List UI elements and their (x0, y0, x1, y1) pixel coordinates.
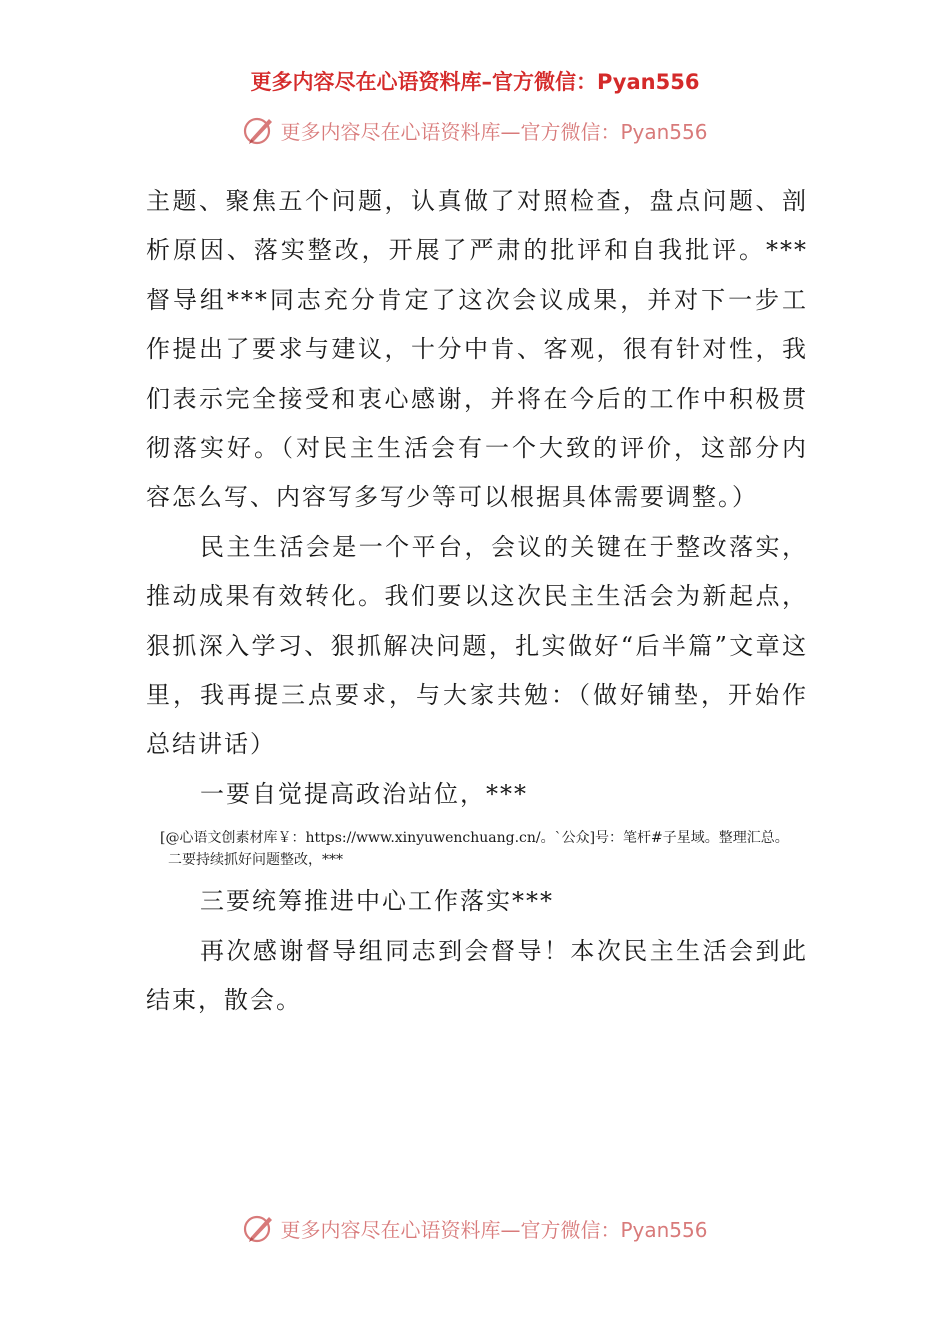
paragraph-1: 主题、聚焦五个问题，认真做了对照检查，盘点问题、剖析原因、落实整改，开展了严肃的批评和自我批评。***督导组***同志充分肯定了这次会议成果，并对下一步工作提出了要求与建议，十分中肯、客观，很有针对性，我们表示完全接受和衷心感谢，并将在今后的工作中积极贯彻落实好。（对民主生活会有一个大致的评价，这部分内容怎么写、内容写多写少等可以根据具体需要调整。） (146, 187, 808, 512)
source-note (146, 827, 808, 871)
closing-paragraph: 再次感谢督导组同志到会督导！本次民主生活会到此结束，散会。 (146, 936, 808, 1015)
footer-watermark-text: 更多内容尽在心语资料库—官方微信：Pyan556 (280, 1217, 708, 1242)
source-note-text: [@心语文创素材库￥：https://www.xinyuwenchuang.cn/。`公众]号：笔杆#子星域。整理汇总。 (160, 830, 789, 847)
paragraph-2: 民主生活会是一个平台，会议的关键在于整改落实，推动成果有效转化。我们要以这次民主生活会为新起点，狠抓深入学习、狠抓解决问题，扎实做好“后半篇”文章这里，我再提三点要求，与大家共勉：（做好铺垫，开始作总结讲话） (146, 532, 808, 759)
point-3: 三要统筹推进中心工作落实*** (200, 887, 554, 916)
point-1: 一要自觉提高政治站位，*** (200, 779, 528, 808)
footer-watermark (0, 1211, 950, 1245)
top-banner: 更多内容尽在心语资料库–官方微信：Pyan556 (250, 70, 700, 94)
pen-logo-icon (242, 113, 276, 147)
header-watermark-text: 更多内容尽在心语资料库—官方微信：Pyan556 (280, 119, 708, 144)
pen-logo-icon (242, 1211, 276, 1245)
document-body (146, 177, 808, 1026)
point-2: 二要持续抓好问题整改，*** (168, 852, 343, 869)
header-watermark (0, 113, 950, 147)
